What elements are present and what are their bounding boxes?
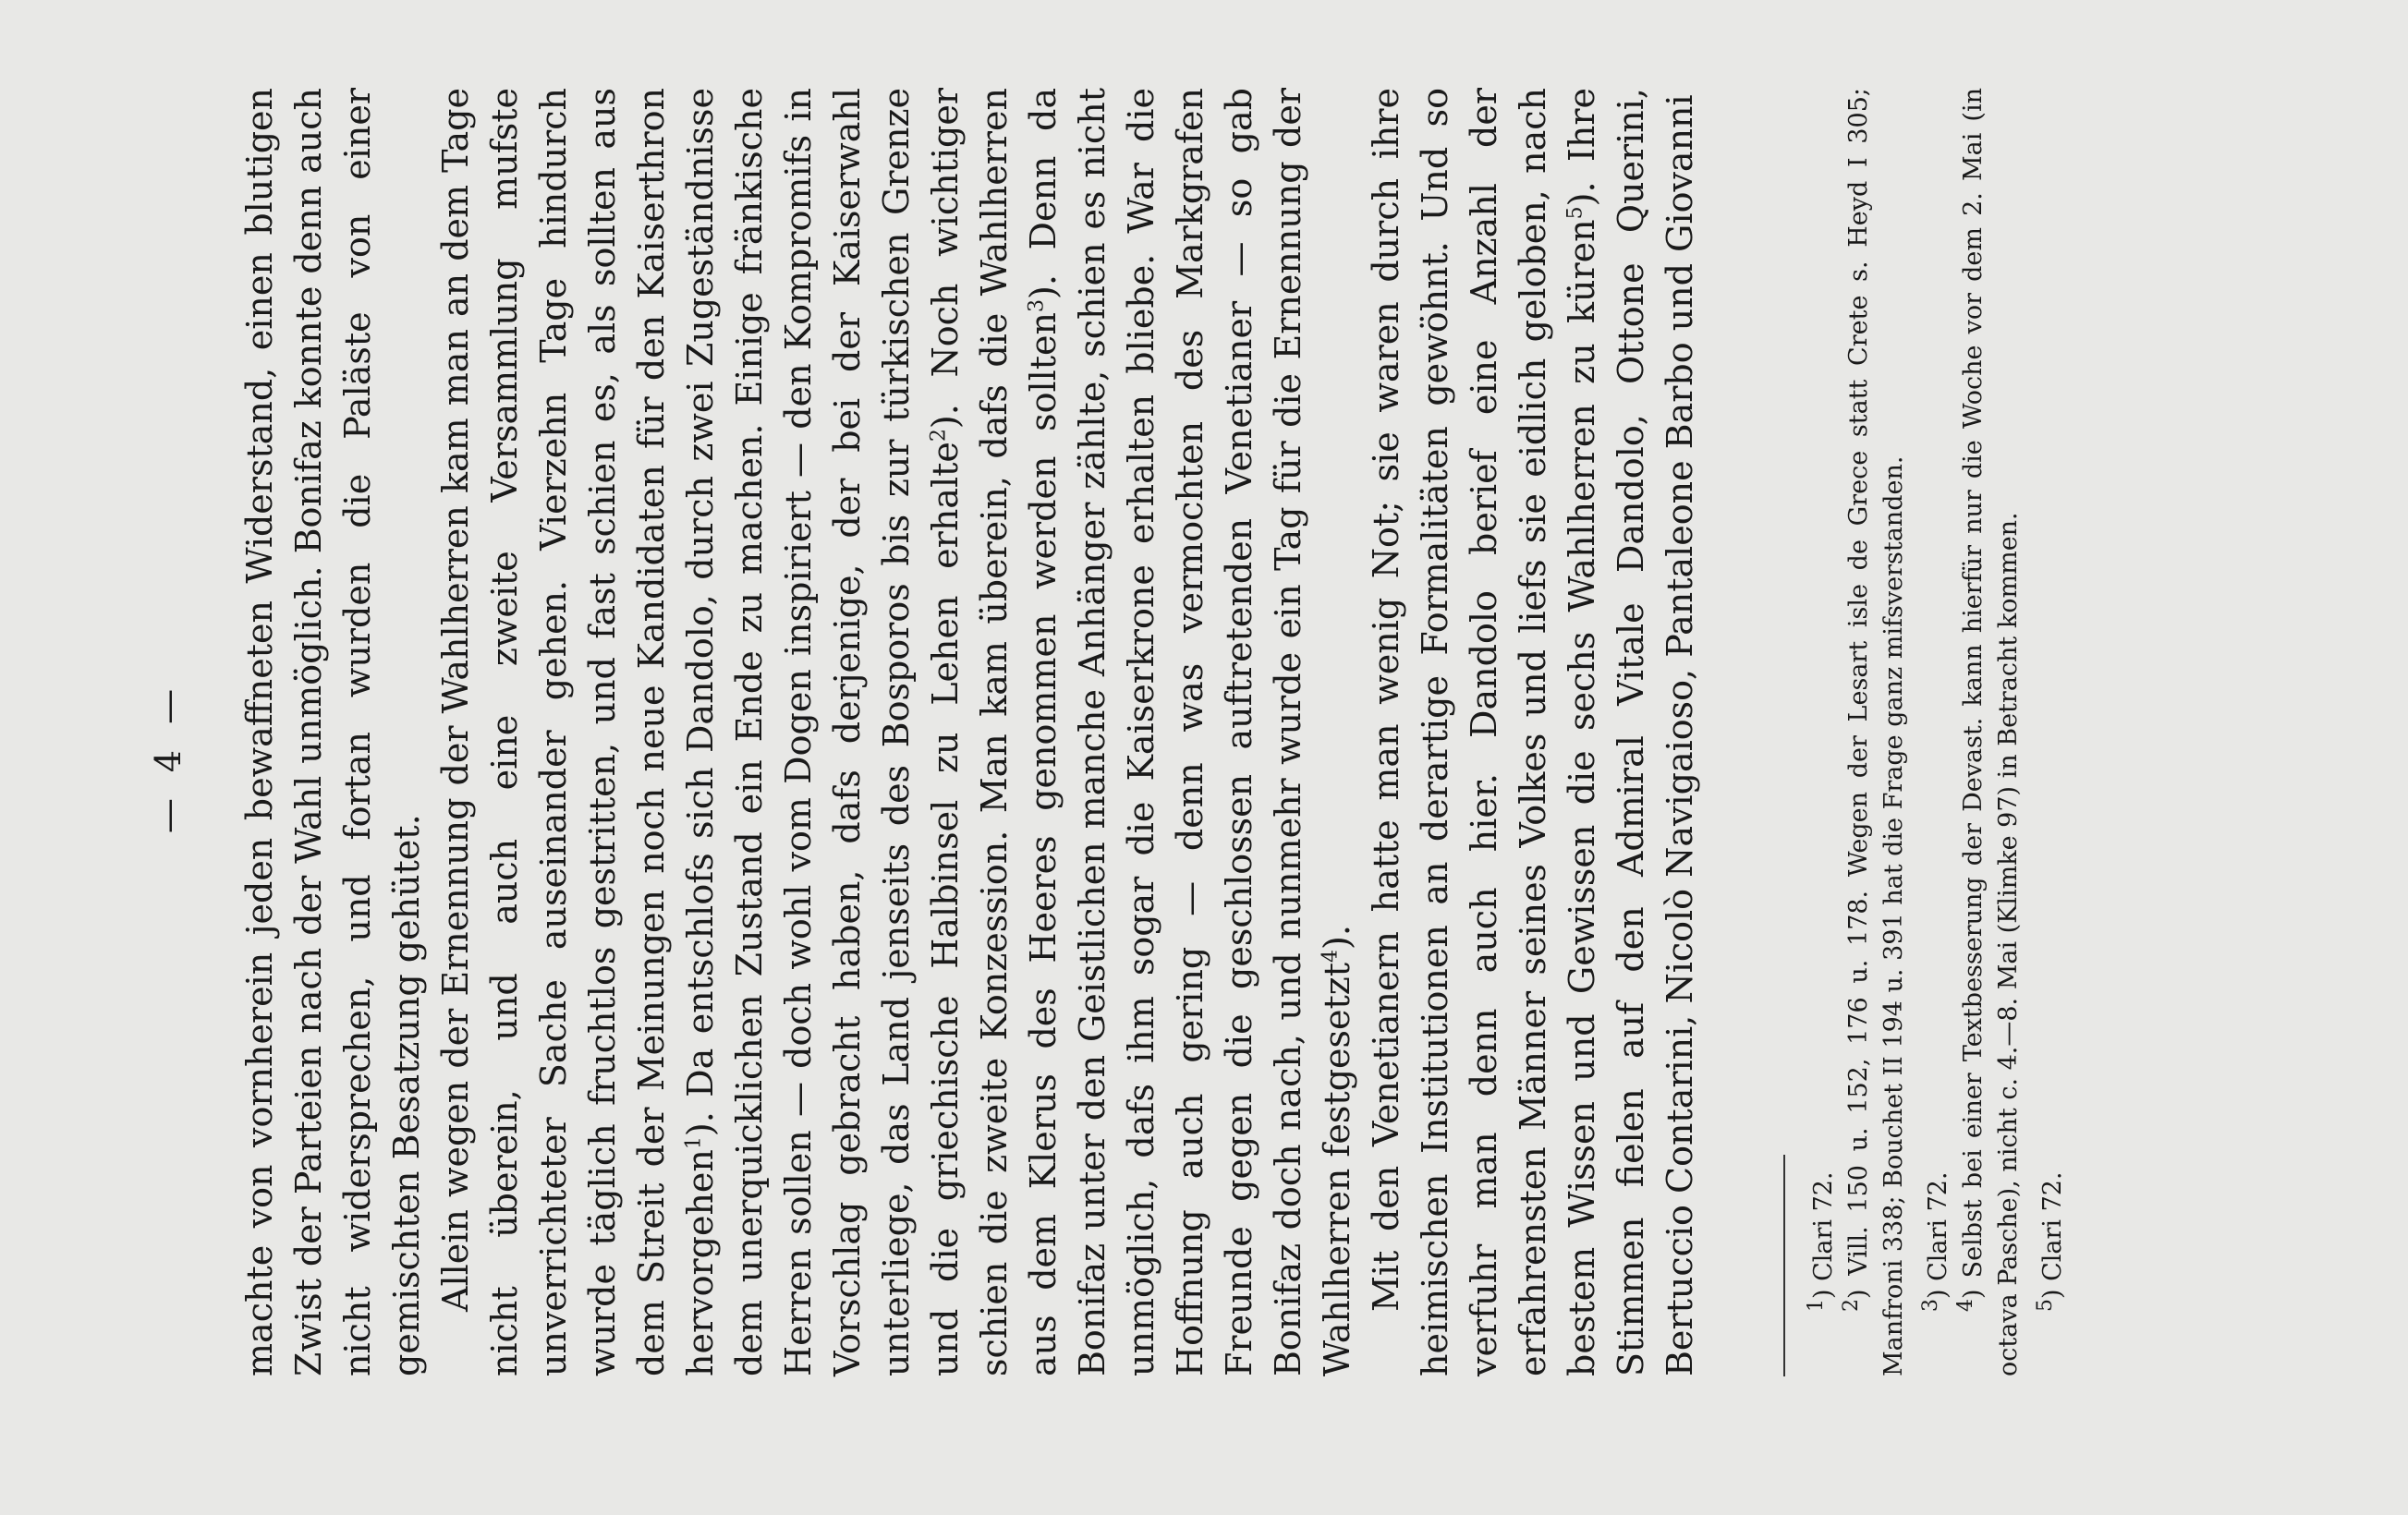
- paragraph-1: machte von vornherein jeden bewaffneten Widerstand, einen blutigen Zwist der Parteien nach der Wahl unmöglich. Bonifaz konnte denn auch nicht widersprechen, und fortan wurden die Paläste von einer gemischten Besatzung gehütet.: [239, 88, 427, 1376]
- body-text: [236, 88, 1705, 1376]
- footnote-ref-3: 3: [1025, 299, 1049, 312]
- footnote-ref-1: 1: [682, 1136, 706, 1150]
- paragraph-2: [432, 88, 1362, 1376]
- footnote-1-mark: 1: [1805, 1299, 1828, 1312]
- footnote-4-text: ) Selbst bei einer Textbesserung der Devast. kann hierfür nur die Woche vor dem 2. Mai (in octava Pasche), nicht c. 4.—8. Mai (Klimke 97) in Betracht kommen.: [1959, 88, 2023, 1376]
- paragraph-2-text-c: ). Noch wichtiger schien die zweite Konzession. Man kam überein, dafs die Wahlherren aus dem Klerus des Heeres genommen werden sollten: [925, 88, 1064, 1376]
- footnote-5-mark: 5: [2034, 1299, 2057, 1312]
- footnote-2-mark: 2: [1840, 1299, 1863, 1312]
- paragraph-3-text-b: ). Ihre Stimmen fielen auf den Admiral Vitale Dandolo, Ottone Querini, Bertuccio Contarini, Nicolò Navigaioso, Pantaleone Barbo und Giovanni: [1562, 88, 1700, 1376]
- paragraph-2-text-b: ). Da entschlofs sich Dandolo, durch zwei Zugeständnisse dem unerquicklichen Zustand ein Ende zu machen. Einige fränkische Herren sollen — doch wohl vom Dogen inspiriert — den Kompromifs in Vorschlag gebracht haben, dafs derjenige, der bei der Kaiserwahl unterliege, das Land jenseits des Bosporos bis zur türkischen Grenze und die griechische Halbinsel zu Lehen erhalte: [680, 88, 966, 1376]
- paragraph-2-text-d: ). Denn da Bonifaz unter den Geistlichen manche Anhänger zählte, schien es nicht unmöglich, dafs ihm sogar die Kaiserkrone erhalten bliebe. War die Hoffnung auch gering — denn was vermochten des Markgrafen Freunde gegen die geschlossen auftretenden Venetianer — so gab Bonifaz doch nach, und nunmehr wurde ein Tag für die Ernennung der Wahlherren festgesetzt: [1023, 88, 1357, 1376]
- footnote-ref-4: 4: [1319, 949, 1343, 963]
- footnote-separator: [1783, 1155, 1785, 1376]
- footnote-3-mark: 3: [1919, 1299, 1942, 1312]
- footnote-5-text: ) Clari 72.: [2038, 1171, 2067, 1299]
- footnote-1: [1806, 88, 1842, 1376]
- paragraph-2-text-a: Allein wegen der Ernennung der Wahlherren kam man an dem Tage nicht überein, und auch eine zweite Versammlung mufste unverrichteter Sache auseinander gehen. Vierzehn Tage hindurch wurde täglich fruchtlos gestritten, und fast schien es, als sollten aus dem Streit der Meinungen noch neue Kandidaten für den Kaiserthron hervorgehen: [435, 88, 721, 1376]
- footnote-2: [1842, 88, 1912, 1376]
- footnote-5: [2036, 88, 2071, 1376]
- footnote-4: [1956, 88, 2026, 1376]
- paragraph-3-text-a: Mit den Venetianern hatte man wenig Not; sie waren durch ihre heimischen Institutionen an derartige Formalitäten gewöhnt. Und so verfuhr man denn auch hier. Dandolo berief eine Anzahl der erfahrensten Männer seines Volkes und liefs sie eidlich geloben, nach bestem Wissen und Gewissen die sechs Wahlherren zu küren: [1366, 88, 1602, 1376]
- footnote-1-text: ) Clari 72.: [1809, 1171, 1838, 1299]
- footnote-ref-5: 5: [1563, 206, 1587, 220]
- paragraph-2-text-e: ).: [1317, 925, 1357, 950]
- footnote-3: [1921, 88, 1956, 1376]
- paragraph-3: [1362, 88, 1705, 1376]
- footnote-3-text: ) Clari 72.: [1924, 1171, 1952, 1299]
- page-number: — 4 —: [148, 681, 189, 834]
- footnote-ref-2: 2: [927, 429, 951, 442]
- footnotes: [1806, 88, 2080, 1376]
- footnote-4-mark: 4: [1954, 1299, 1977, 1312]
- footnote-2-text: ) Vill. 150 u. 152, 176 u. 178. Wegen der Lesart isle de Grece statt Crete s. Heyd I 305; Manfroni 338; Bouchet II 194 u. 391 hat die Frage ganz mifsverstanden.: [1844, 88, 1908, 1376]
